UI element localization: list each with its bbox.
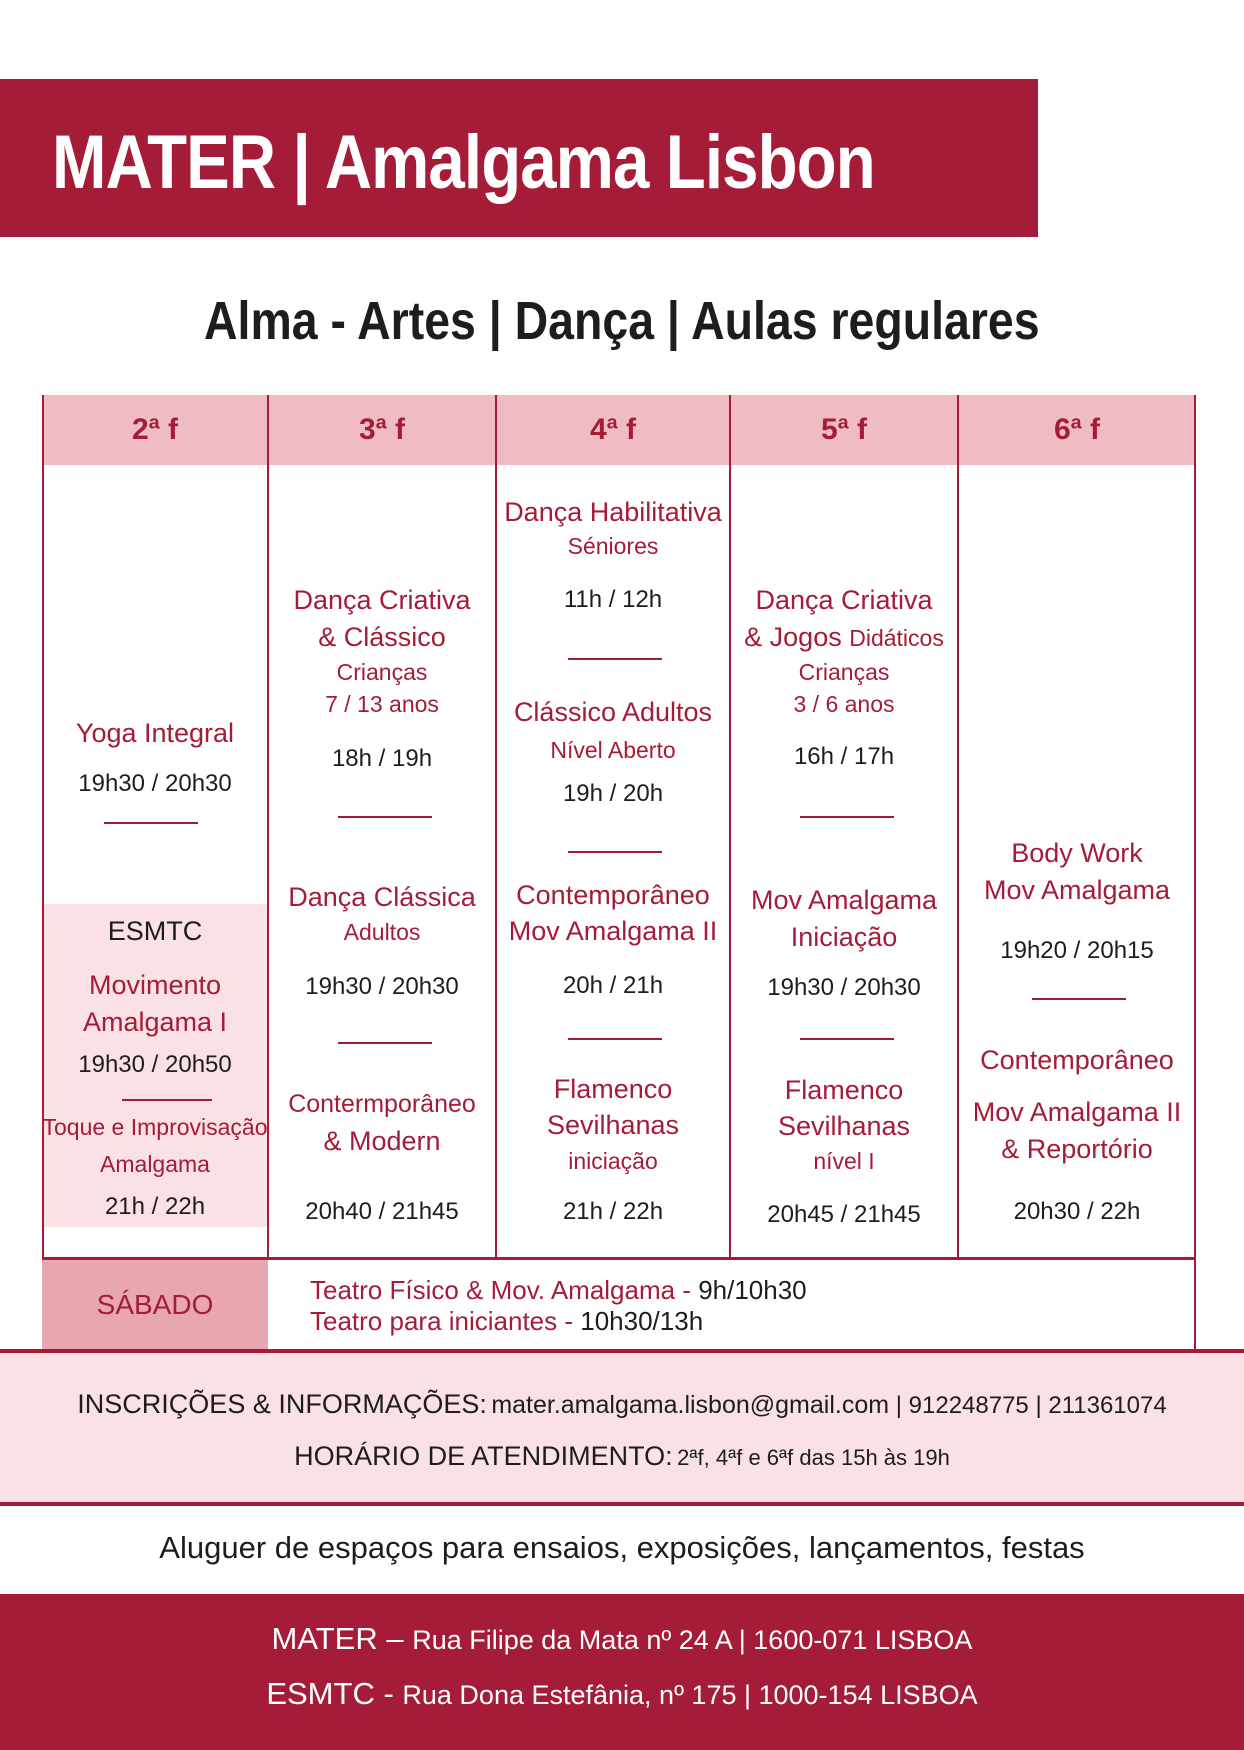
class-title: Dança Clássica: [288, 882, 476, 912]
class-subtitle: nível I: [813, 1148, 875, 1174]
class-time: 19h30 / 20h30: [78, 770, 232, 797]
separator: [568, 1038, 662, 1040]
class-subtitle: Séniores: [567, 533, 659, 559]
address-name: MATER –: [271, 1621, 413, 1656]
phone-numbers: | 912248775 | 211361074: [889, 1392, 1167, 1419]
class-time: 18h / 19h: [331, 745, 433, 772]
class-title: Mov Amalgama II: [508, 916, 718, 946]
separator: [338, 816, 432, 818]
day-header-tuesday: 3ª f: [358, 413, 406, 446]
class-title: Toque e Improvisação: [42, 1114, 268, 1140]
class-title: Contermporâneo: [288, 1090, 476, 1118]
class-time: 19h30 / 20h30: [767, 974, 921, 1001]
footer: [0, 1594, 1244, 1750]
horario-label: HORÁRIO DE ATENDIMENTO:: [294, 1441, 673, 1471]
saturday-class: [310, 1275, 807, 1306]
column-friday: [958, 465, 1196, 1235]
horario-line: [0, 1441, 1244, 1472]
class-time: 16h / 17h: [793, 743, 895, 770]
class-title: Mov Amalgama: [750, 885, 938, 915]
class-title: Mov Amalgama II: [972, 1097, 1182, 1127]
class-subtitle: Nível Aberto: [550, 737, 676, 763]
separator: [568, 658, 662, 660]
page-title: MATER | Amalgama Lisbon: [52, 120, 875, 205]
class-time: 19h / 20h: [562, 780, 664, 807]
class-time: 11h / 12h: [563, 586, 663, 613]
class-title: Flamenco: [553, 1074, 673, 1104]
esmtc-label: ESMTC: [107, 916, 203, 946]
class-time: 19h20 / 20h15: [1000, 937, 1154, 964]
class-title-part: & Jogos: [744, 622, 842, 652]
class-title: Dança Habilitativa: [504, 497, 722, 527]
weekly-schedule: [42, 395, 1196, 1349]
class-time: 20h45 / 21h45: [767, 1201, 921, 1228]
class-title: Amalgama: [100, 1151, 210, 1177]
class-title: [730, 622, 958, 653]
class-title: Dança Criativa: [755, 585, 933, 615]
address-name: ESMTC -: [266, 1676, 403, 1711]
class-title-part: Didáticos: [849, 625, 944, 651]
class-subtitle: 7 / 13 anos: [325, 691, 439, 717]
class-title: Contemporâneo: [980, 1045, 1174, 1075]
class-time: 20h40 / 21h45: [305, 1198, 459, 1225]
saturday-label: SÁBADO: [96, 1289, 214, 1320]
class-title: Amalgama I: [82, 1007, 228, 1037]
class-title: Movimento: [88, 970, 222, 1000]
class-subtitle: iniciação: [568, 1148, 658, 1174]
column-monday: [42, 465, 268, 1235]
class-title: Sevilhanas: [546, 1110, 680, 1140]
class-subtitle: Crianças: [798, 659, 890, 685]
class-time: 20h / 21h: [562, 972, 664, 999]
column-wednesday: [496, 465, 730, 1235]
separator: [800, 816, 894, 818]
day-header-monday: 2ª f: [131, 413, 179, 446]
class-title: Dança Criativa: [293, 585, 471, 615]
info-band: [0, 1349, 1244, 1506]
class-title: Yoga Integral: [75, 718, 235, 748]
rental-note: Aluguer de espaços para ensaios, exposições, lançamentos, festas: [159, 1530, 1085, 1565]
class-title: Clássico Adultos: [513, 697, 713, 727]
class-subtitle: 3 / 6 anos: [793, 691, 895, 717]
saturday-class-name: Teatro Físico & Mov. Amalgama -: [310, 1275, 699, 1305]
class-title: Contemporâneo: [516, 880, 710, 910]
saturday-class: [310, 1306, 703, 1337]
separator: [800, 1038, 894, 1040]
saturday-class-time: 9h/10h30: [698, 1275, 807, 1305]
saturday-class-name: Teatro para iniciantes -: [310, 1306, 581, 1336]
day-header-thursday: 5ª f: [820, 413, 868, 446]
separator: [122, 1099, 212, 1101]
class-title: & Reportório: [1001, 1134, 1153, 1164]
class-title: Flamenco: [784, 1075, 904, 1105]
class-title: & Modern: [323, 1126, 441, 1156]
column-tuesday: [268, 465, 496, 1235]
class-title: & Clássico: [318, 622, 446, 652]
address-mater: [0, 1621, 1244, 1657]
class-subtitle: Adultos: [343, 919, 421, 945]
subtitle-text: Alma - Artes | Dança | Aulas regulares: [204, 291, 1040, 351]
address-text: Rua Dona Estefânia, nº 175 | 1000-154 LISBOA: [402, 1680, 978, 1710]
class-time: 21h / 22h: [104, 1193, 206, 1220]
inscricoes-line: [0, 1389, 1244, 1420]
title-band: [0, 79, 1038, 237]
class-title: Iniciação: [790, 922, 898, 952]
saturday-class-time: 10h30/13h: [580, 1306, 704, 1336]
class-time: 19h30 / 20h50: [78, 1051, 232, 1078]
inscricoes-label: INSCRIÇÕES & INFORMAÇÕES:: [77, 1389, 487, 1419]
class-title: Mov Amalgama: [983, 875, 1171, 905]
class-title: Sevilhanas: [777, 1111, 911, 1141]
horario-value: 2ªf, 4ªf e 6ªf das 15h às 19h: [677, 1445, 950, 1470]
day-header-wednesday: 4ª f: [589, 413, 637, 446]
day-header-friday: 6ª f: [1053, 413, 1101, 446]
address-esmtc: [0, 1676, 1244, 1712]
class-subtitle: Crianças: [336, 659, 428, 685]
class-time: 20h30 / 22h: [1013, 1198, 1141, 1225]
column-thursday: [730, 465, 958, 1235]
page-subtitle: [0, 290, 1244, 352]
separator: [338, 1042, 432, 1044]
separator: [1032, 998, 1126, 1000]
class-time: 19h30 / 20h30: [305, 973, 459, 1000]
separator: [104, 822, 198, 824]
separator: [568, 851, 662, 853]
class-time: 21h / 22h: [562, 1198, 664, 1225]
class-title: Body Work: [1011, 838, 1143, 868]
address-text: Rua Filipe da Mata nº 24 A | 1600-071 LISBOA: [412, 1625, 973, 1655]
email-link[interactable]: mater.amalgama.lisbon@gmail.com: [491, 1391, 890, 1419]
